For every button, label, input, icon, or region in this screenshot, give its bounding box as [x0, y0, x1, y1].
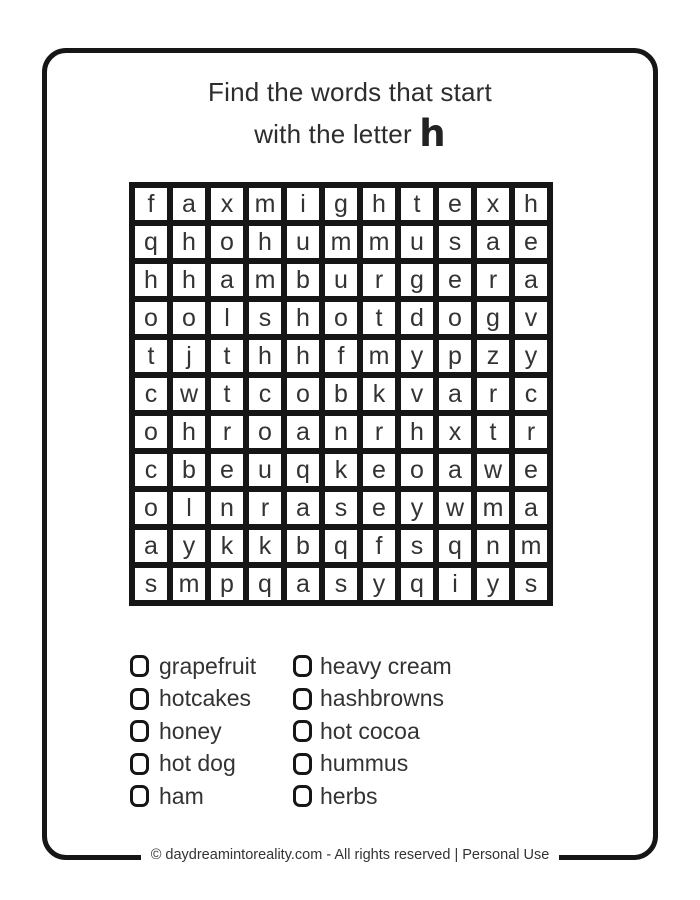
- word-label: herbs: [320, 782, 378, 809]
- grid-cell: a: [513, 262, 549, 298]
- footer-credit-text: © daydreamintoreality.com - All rights reserved | Personal Use: [141, 847, 560, 863]
- grid-cell: q: [323, 528, 359, 564]
- grid-cell: n: [323, 414, 359, 450]
- word-label: ham: [159, 782, 204, 809]
- grid-cell: a: [437, 376, 473, 412]
- grid-cell: p: [209, 566, 245, 602]
- grid-cell: s: [133, 566, 169, 602]
- grid-cell: i: [285, 186, 321, 222]
- grid-cell: h: [171, 262, 207, 298]
- grid-cell: v: [399, 376, 435, 412]
- grid-cell: m: [361, 224, 397, 260]
- grid-cell: e: [513, 452, 549, 488]
- word-item: [293, 748, 550, 781]
- grid-cell: f: [361, 528, 397, 564]
- footer: [0, 846, 700, 864]
- word-item: [130, 683, 293, 716]
- grid-cell: r: [475, 262, 511, 298]
- grid-cell: f: [323, 338, 359, 374]
- grid-cell: a: [171, 186, 207, 222]
- grid-cell: a: [209, 262, 245, 298]
- grid-cell: k: [361, 376, 397, 412]
- grid-cell: s: [437, 224, 473, 260]
- grid-cell: w: [437, 490, 473, 526]
- grid-cell: d: [399, 300, 435, 336]
- grid-cell: k: [247, 528, 283, 564]
- grid-cell: y: [361, 566, 397, 602]
- grid-cell: t: [133, 338, 169, 374]
- grid-cell: s: [399, 528, 435, 564]
- word-item: [293, 715, 550, 748]
- grid-cell: h: [399, 414, 435, 450]
- grid-cell: o: [133, 300, 169, 336]
- word-item: [293, 780, 550, 813]
- word-item: [293, 650, 550, 683]
- page-title: [0, 76, 700, 158]
- grid-cell: h: [133, 262, 169, 298]
- grid-cell: y: [513, 338, 549, 374]
- grid-cell: h: [285, 300, 321, 336]
- grid-cell: q: [285, 452, 321, 488]
- grid-cell: m: [171, 566, 207, 602]
- grid-cell: c: [133, 452, 169, 488]
- grid-cell: a: [285, 566, 321, 602]
- letter-grid: [133, 186, 549, 602]
- grid-cell: a: [285, 490, 321, 526]
- grid-cell: q: [399, 566, 435, 602]
- grid-cell: o: [133, 414, 169, 450]
- word-list: [130, 650, 550, 813]
- grid-cell: h: [285, 338, 321, 374]
- grid-cell: a: [285, 414, 321, 450]
- grid-cell: o: [247, 414, 283, 450]
- grid-cell: e: [361, 490, 397, 526]
- grid-cell: r: [247, 490, 283, 526]
- word-item: [130, 748, 293, 781]
- grid-cell: h: [247, 338, 283, 374]
- grid-cell: y: [171, 528, 207, 564]
- grid-cell: r: [209, 414, 245, 450]
- word-label: grapefruit: [159, 652, 257, 679]
- word-item: [130, 780, 293, 813]
- grid-cell: h: [361, 186, 397, 222]
- grid-cell: m: [513, 528, 549, 564]
- grid-cell: h: [171, 224, 207, 260]
- grid-cell: t: [399, 186, 435, 222]
- grid-cell: e: [209, 452, 245, 488]
- grid-cell: c: [513, 376, 549, 412]
- grid-cell: s: [513, 566, 549, 602]
- title-line-2: with the letter h: [254, 111, 446, 155]
- word-checkbox[interactable]: [293, 753, 312, 775]
- word-checkbox[interactable]: [293, 785, 312, 807]
- target-letter: h: [419, 111, 446, 155]
- grid-cell: o: [133, 490, 169, 526]
- word-item: [130, 715, 293, 748]
- grid-cell: s: [323, 490, 359, 526]
- grid-cell: r: [361, 262, 397, 298]
- grid-cell: p: [437, 338, 473, 374]
- grid-cell: k: [209, 528, 245, 564]
- word-checkbox[interactable]: [293, 688, 312, 710]
- grid-cell: m: [247, 262, 283, 298]
- title-line-1: Find the words that start: [208, 77, 492, 107]
- grid-cell: f: [133, 186, 169, 222]
- grid-cell: g: [399, 262, 435, 298]
- grid-cell: w: [475, 452, 511, 488]
- grid-cell: x: [437, 414, 473, 450]
- grid-cell: q: [437, 528, 473, 564]
- grid-cell: e: [437, 262, 473, 298]
- grid-cell: u: [247, 452, 283, 488]
- grid-cell: t: [361, 300, 397, 336]
- grid-cell: b: [323, 376, 359, 412]
- word-list-column-1: [130, 650, 293, 813]
- grid-cell: e: [437, 186, 473, 222]
- grid-cell: h: [171, 414, 207, 450]
- grid-cell: r: [475, 376, 511, 412]
- word-checkbox[interactable]: [130, 753, 149, 775]
- grid-cell: s: [323, 566, 359, 602]
- grid-cell: l: [171, 490, 207, 526]
- grid-cell: h: [247, 224, 283, 260]
- grid-cell: j: [171, 338, 207, 374]
- grid-cell: b: [171, 452, 207, 488]
- grid-cell: o: [323, 300, 359, 336]
- grid-cell: q: [133, 224, 169, 260]
- grid-cell: u: [285, 224, 321, 260]
- word-item: [130, 650, 293, 683]
- grid-cell: t: [475, 414, 511, 450]
- grid-cell: a: [513, 490, 549, 526]
- grid-cell: n: [209, 490, 245, 526]
- grid-cell: o: [209, 224, 245, 260]
- word-checkbox[interactable]: [130, 785, 149, 807]
- grid-cell: m: [323, 224, 359, 260]
- word-checkbox[interactable]: [293, 720, 312, 742]
- grid-cell: q: [247, 566, 283, 602]
- word-label: hot cocoa: [320, 717, 420, 744]
- grid-cell: g: [475, 300, 511, 336]
- grid-cell: m: [475, 490, 511, 526]
- grid-cell: b: [285, 528, 321, 564]
- word-label: hot dog: [159, 750, 236, 777]
- grid-cell: c: [247, 376, 283, 412]
- grid-cell: e: [513, 224, 549, 260]
- grid-cell: y: [475, 566, 511, 602]
- grid-cell: w: [171, 376, 207, 412]
- grid-cell: m: [361, 338, 397, 374]
- grid-cell: o: [437, 300, 473, 336]
- grid-cell: o: [171, 300, 207, 336]
- grid-cell: l: [209, 300, 245, 336]
- grid-cell: b: [285, 262, 321, 298]
- word-checkbox[interactable]: [293, 655, 312, 677]
- word-checkbox[interactable]: [130, 720, 149, 742]
- grid-cell: y: [399, 338, 435, 374]
- grid-cell: g: [323, 186, 359, 222]
- word-label: honey: [159, 717, 222, 744]
- grid-cell: i: [437, 566, 473, 602]
- grid-cell: y: [399, 490, 435, 526]
- grid-cell: r: [513, 414, 549, 450]
- grid-cell: x: [209, 186, 245, 222]
- word-search-grid-container: [129, 182, 553, 606]
- grid-cell: t: [209, 376, 245, 412]
- grid-cell: v: [513, 300, 549, 336]
- grid-cell: u: [323, 262, 359, 298]
- word-checkbox[interactable]: [130, 688, 149, 710]
- word-checkbox[interactable]: [130, 655, 149, 677]
- grid-cell: r: [361, 414, 397, 450]
- word-label: hummus: [320, 750, 409, 777]
- grid-cell: o: [285, 376, 321, 412]
- grid-cell: t: [209, 338, 245, 374]
- grid-cell: a: [437, 452, 473, 488]
- word-label: hotcakes: [159, 685, 252, 712]
- grid-cell: z: [475, 338, 511, 374]
- grid-cell: k: [323, 452, 359, 488]
- grid-cell: c: [133, 376, 169, 412]
- grid-cell: a: [133, 528, 169, 564]
- grid-cell: u: [399, 224, 435, 260]
- word-list-column-2: [293, 650, 550, 813]
- grid-cell: a: [475, 224, 511, 260]
- grid-cell: h: [513, 186, 549, 222]
- grid-cell: n: [475, 528, 511, 564]
- grid-cell: m: [247, 186, 283, 222]
- word-item: [293, 683, 550, 716]
- grid-cell: o: [399, 452, 435, 488]
- grid-cell: s: [247, 300, 283, 336]
- word-label: heavy cream: [320, 652, 452, 679]
- word-label: hashbrowns: [320, 685, 445, 712]
- grid-cell: e: [361, 452, 397, 488]
- grid-cell: x: [475, 186, 511, 222]
